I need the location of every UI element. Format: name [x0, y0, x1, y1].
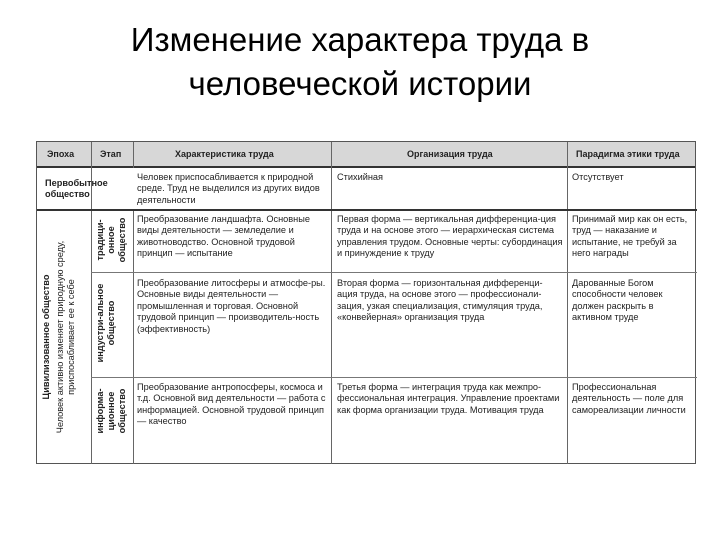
stage-informational: информа-ционное общество [95, 388, 127, 434]
informational-characteristic: Преобразование антропосферы, космоса и т.д. Основной вид деятельности — работа с информацией. Основной трудовой принцип — качество [137, 382, 326, 427]
traditional-paradigm: Принимай мир как он есть, труд — наказание и испытание, не требуй за него награды [572, 214, 688, 259]
header-stage: Этап [100, 149, 122, 159]
civilized-epoch: Цивилизованное общество [41, 274, 51, 400]
header-organization: Организация труда [407, 149, 493, 159]
primitive-characteristic: Человек приспосабливается к природной среде. Труд не выделился из других видов деятельности [137, 172, 320, 205]
divider-industrial [91, 377, 697, 378]
stage-traditional: традици-онное общество [95, 217, 127, 263]
slide-title [0, 18, 720, 106]
traditional-characteristic: Преобразование ландшафта. Основные виды деятельности — земледелие и животноводство. Основной трудовой принцип — испытание [137, 214, 310, 259]
divider-primitive [37, 209, 697, 211]
header-epoch: Эпоха [47, 149, 75, 159]
divider-epoch [91, 142, 92, 464]
title-line-1: Изменение характера труда в [130, 21, 590, 58]
industrial-paradigm: Дарованные Богом способности человек должен раскрыть в активном труде [572, 278, 663, 323]
informational-organization: Третья форма — интеграция труда как межпро-фессиональная интеграция. Управление проектами как форма организации труда. Мотивация труда [337, 382, 560, 415]
header-paradigm: Парадигма этики труда [576, 149, 680, 159]
divider-traditional [91, 272, 697, 273]
header-characteristic: Характеристика труда [175, 149, 274, 159]
divider-stage-header [133, 142, 134, 168]
table-header-row [37, 142, 695, 168]
traditional-organization: Первая форма — вертикальная дифференциа-ция труда и на основе этого — иерархическая система управления трудом. Основные черты: субординация и принуждение к труду [337, 214, 563, 259]
informational-paradigm: Профессиональная деятельность — поле для самореализации личности [572, 382, 686, 415]
primitive-epoch: Первобытное общество [45, 178, 108, 200]
primitive-paradigm: Отсутствует [572, 172, 624, 182]
labor-history-table [36, 141, 696, 464]
stage-industrial: индустри-альное общество [95, 283, 116, 363]
divider-characteristic [331, 142, 332, 464]
title-line-2: человеческой истории [188, 65, 532, 102]
industrial-organization: Вторая форма — горизонтальная дифференци-ация труда, на основе этого — профессионали-зация, узкая специализация, стимуляция труда, «конвейерная» организация труда [337, 278, 543, 323]
divider-organization [567, 142, 568, 464]
civilized-epoch-description: Человек активно изменяет природную среду, приспосабливает ее к себе [55, 240, 76, 434]
primitive-organization: Стихийная [337, 172, 383, 182]
divider-stage [133, 209, 134, 464]
industrial-characteristic: Преобразование литосферы и атмосфе-ры. Основные виды деятельности — промышленная и торговая. Основной трудовой принцип — производитель-ность (эффективность) [137, 278, 326, 334]
